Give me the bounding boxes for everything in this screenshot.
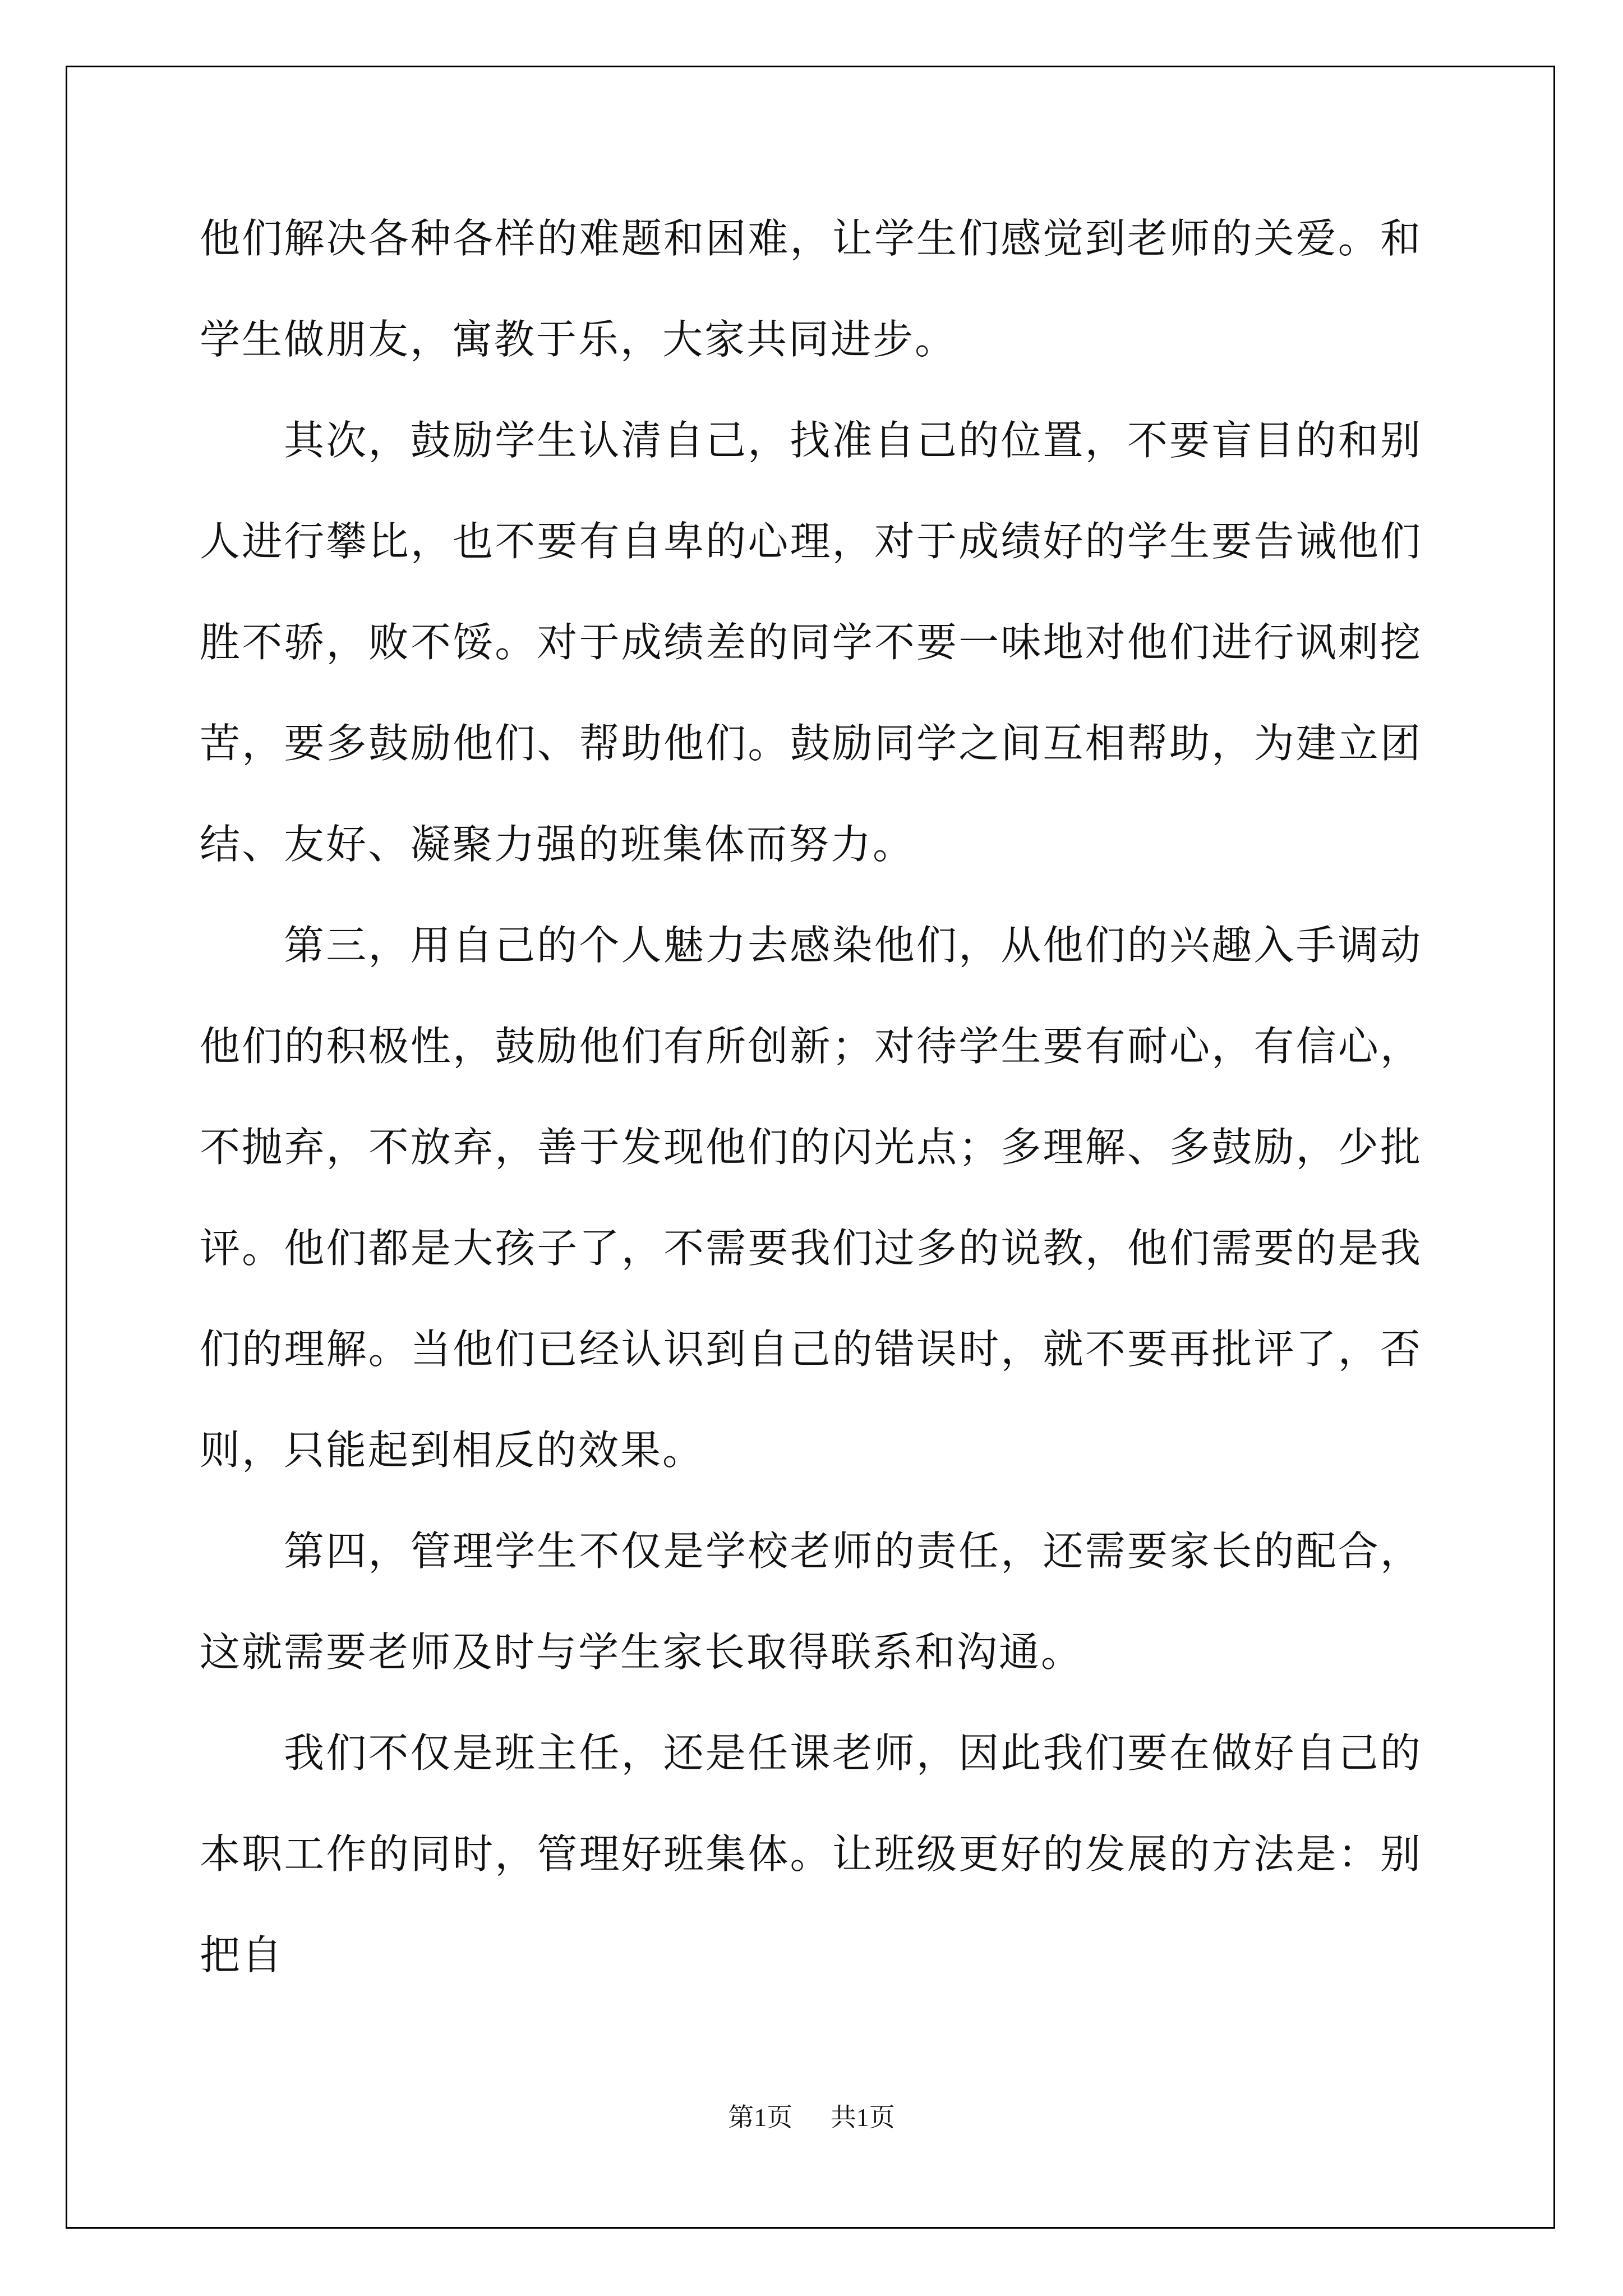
page-total: 共1页 [830,2103,895,2132]
paragraph-1: 他们解决各种各样的难题和困难，让学生们感觉到老师的关爱。和学生做朋友，寓教于乐，大家共同进步。 [200,215,1422,363]
paragraph-5: 我们不仅是班主任，还是任课老师，因此我们要在做好自己的本职工作的同时，管理好班集体。让班级更好的发展的方法是：别把自 [200,1729,1422,1978]
paragraph-4: 第四，管理学生不仅是学校老师的责任，还需要家长的配合，这就需要老师及时与学生家长取得联系和沟通。 [200,1527,1422,1676]
document-body [200,188,1422,2005]
paragraph-2: 其次，鼓励学生认清自己，找准自己的位置，不要盲目的和别人进行攀比，也不要有自卑的心理，对于成绩好的学生要告诫他们胜不骄，败不馁。对于成绩差的同学不要一味地对他们进行讽刺挖苦，要多鼓励他们、帮助他们。鼓励同学之间互相帮助，为建立团结、友好、凝聚力强的班集体而努力。 [200,417,1422,868]
page-footer [0,2101,1623,2134]
paragraph-3: 第三，用自己的个人魅力去感染他们，从他们的兴趣入手调动他们的积极性，鼓励他们有所创新；对待学生要有耐心，有信心，不抛弃，不放弃，善于发现他们的闪光点；多理解、多鼓励，少批评。他们都是大孩子了，不需要我们过多的说教，他们需要的是我们的理解。当他们已经认识到自己的错误时，就不要再批评了，否则，只能起到相反的效果。 [200,922,1422,1474]
page-number: 第1页 [728,2103,793,2132]
